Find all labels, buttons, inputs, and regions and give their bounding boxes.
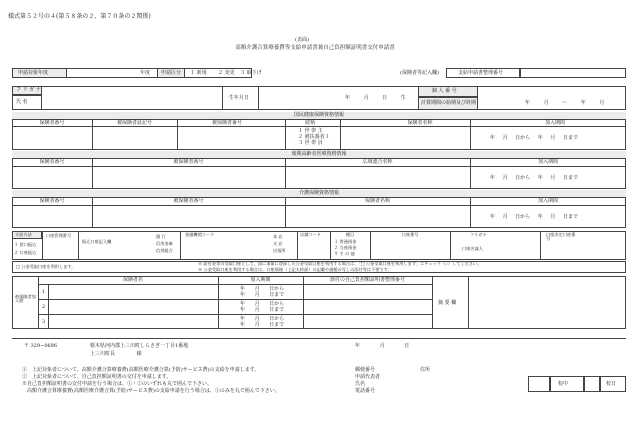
public-account-checkbox[interactable]: □ 公金受取口座を利用します。 <box>16 264 76 269</box>
payment-method-label: 支給方法 <box>15 232 32 237</box>
divider <box>12 205 626 206</box>
nhi-title: 国民健康保険資格情報 <box>293 112 344 118</box>
nhi-col-card-symbol: 被保険者証記号 <box>116 120 152 126</box>
period-label: 計算期間の始期及び終期 <box>421 100 477 106</box>
remarks-label: 摘 要 欄 <box>438 300 457 306</box>
divider <box>218 276 219 329</box>
category-new[interactable]: １ 新規 <box>190 70 207 76</box>
field-name: 氏名 <box>355 381 366 387</box>
bank-type-bank[interactable]: 銀 行 <box>156 234 166 239</box>
prev-acct-label: 口座決定口座番号 <box>546 232 576 242</box>
divider <box>78 231 79 260</box>
divider <box>470 158 471 189</box>
ltc-col-insured-no: 被保険者番号 <box>173 198 204 204</box>
ltc-col-insurer-name: 保険者名称 <box>364 198 390 204</box>
elderly-col-insurer-no: 保険者番号 <box>39 159 65 165</box>
divider <box>180 231 181 260</box>
field-postal: 郵便番号 <box>355 367 376 373</box>
nhi-relation-3[interactable]: ３ 世 帯 員 <box>298 140 323 146</box>
insured-period-to-3[interactable]: 年 月 日まで <box>240 322 285 328</box>
branch-type-sub[interactable]: 出張所 <box>273 248 286 253</box>
field-phone: 電話番号 <box>355 388 376 394</box>
divider <box>297 231 298 260</box>
category-withdraw[interactable]: ３ 取下げ <box>240 70 262 76</box>
ltc-title: 介護保険資格情報 <box>298 190 339 196</box>
fiscal-year-label: 申請対象年度 <box>18 70 49 76</box>
bank-type-kumiai[interactable]: 信用組合 <box>156 248 173 253</box>
insured-period-from-1[interactable]: 年 月 日から <box>240 286 285 292</box>
end-label: 校日 <box>606 381 617 387</box>
divider <box>303 276 304 329</box>
applicant-name-label: 氏 名 <box>16 99 28 105</box>
divider <box>38 299 432 300</box>
fin-code-label: 金融機関コード <box>185 232 215 237</box>
divider <box>92 197 93 228</box>
insured-col-cert-no: 該付の自己負担額証明書整理番号 <box>329 277 405 283</box>
bank-type-shinkin[interactable]: 信用金庫 <box>156 241 173 246</box>
divider <box>468 276 469 329</box>
insured-row-no-3: 3 <box>42 319 46 325</box>
receipt-number-label: 支給申請書整理番号 <box>458 70 504 76</box>
acct-no-label: 口座番号 <box>401 232 419 237</box>
public-account-note-2: ※ 公金受取口座を利用する場合は、口座情報（上記太枠部）の記載や通帳の写しの添付等は不要です。 <box>198 267 392 272</box>
declaration-note-1: ※自己負担額証明書の交付申請を行う場合は、①・②のいずれも丸で囲んで下さい。 <box>22 381 213 387</box>
birth-label: 生年月日 <box>229 95 250 101</box>
nhi-col-insurer-no: 保険者番号 <box>39 120 65 126</box>
branch-type-branch[interactable]: 支 店 <box>273 241 283 246</box>
divider <box>38 284 432 285</box>
elderly-title: 後期高齢者医療資格情報 <box>291 151 347 157</box>
insured-row-no-2: 2 <box>42 304 46 310</box>
insured-period-from-3[interactable]: 年 月 日から <box>240 316 285 322</box>
application-date[interactable]: 年 月 日 <box>355 343 410 349</box>
nhi-col-period: 加入期間 <box>544 120 565 126</box>
acct-kind-label: 種目 <box>345 232 355 237</box>
field-address: 住所 <box>420 367 431 373</box>
front-label: (表面) <box>295 37 309 43</box>
insured-col-period: 加入期間 <box>250 277 271 283</box>
divider <box>38 314 432 315</box>
divider <box>42 231 43 260</box>
divider <box>470 197 471 228</box>
insured-period-from-2[interactable]: 年 月 日から <box>240 301 285 307</box>
divider <box>540 231 541 260</box>
mayor-name: 上三川町長 様 <box>90 351 142 357</box>
branch-code-label: 店舗コード <box>300 232 321 237</box>
acct-kind-ordinary[interactable]: １ 普通預金 <box>334 239 357 244</box>
divider <box>340 119 341 150</box>
divider <box>285 119 286 150</box>
elderly-period-value[interactable]: 年 月 日から 年 月 日まで <box>490 175 578 181</box>
divider <box>222 86 223 110</box>
elderly-col-insured-no: 被保険者番号 <box>173 159 204 165</box>
receipt-number-value[interactable] <box>520 68 626 78</box>
postal-code: 〒 329−0696 <box>24 343 58 349</box>
divider <box>12 126 626 127</box>
divider <box>92 158 93 189</box>
method-transfer[interactable]: ２ 口座振込 <box>14 250 37 255</box>
elderly-col-union: 広域連合名称 <box>362 159 393 165</box>
divider <box>12 166 626 167</box>
insured-side-label: 被保険者加入歴 <box>15 294 36 304</box>
insured-row-no-1: 1 <box>42 289 46 295</box>
divider <box>177 119 178 150</box>
divider <box>48 284 49 329</box>
insured-period-to-1[interactable]: 年 月 日まで <box>240 292 285 298</box>
transfer-label: 振込口座記入欄 <box>82 239 112 244</box>
holder-label: 口座名義人 <box>462 246 483 251</box>
branch-type-main[interactable]: 本 店 <box>273 234 283 239</box>
nhi-period-value[interactable]: 年 月 日から 年 月 日まで <box>490 135 578 141</box>
divider <box>450 231 451 260</box>
check-box-1[interactable] <box>528 376 550 392</box>
personal-number-label: 個 人 番 号 <box>432 88 457 94</box>
ltc-col-insurer-no: 保険者番号 <box>39 198 65 204</box>
insured-col-insurer: 保険者名 <box>122 277 143 283</box>
ltc-col-period: 加入期間 <box>537 198 558 204</box>
acct-kind-other[interactable]: ９ そ の 他 <box>334 251 355 256</box>
divider <box>470 119 471 150</box>
nhi-col-insurer-name: 保険者名称 <box>407 120 433 126</box>
applicant-block <box>12 86 626 110</box>
acct-type-label: 口座管理番号 <box>46 233 72 238</box>
declaration-1: ① 上記対象者について、高額介護合算療養費(高額医療介護合算(予防)サービス費)の支給を申請します。 <box>22 367 260 373</box>
birth-format[interactable]: 年 月 日 生 <box>345 95 406 101</box>
page-title: 高額介護合算療養費等支給申請書兼自己負担額証明書交付申請書 <box>235 45 395 51</box>
period-format[interactable]: 年 月 ～ 年 月 <box>525 100 605 106</box>
mayor-address: 栃木県河内郡上三川町しらさぎ一丁目1番地 <box>90 343 189 349</box>
insured-period-to-2[interactable]: 年 月 日まで <box>240 307 285 313</box>
form-number: 様式第５２号の４(第５８条の２、第７０条の２関係) <box>8 13 151 20</box>
nhi-relation-1[interactable]: １ 世 帯 主 <box>298 128 323 134</box>
applicant-furigana-label: フ リ ガ ナ <box>16 87 41 93</box>
check-label: 校中 <box>558 381 569 387</box>
ltc-period-value[interactable]: 年 月 日から 年 月 日まで <box>490 214 578 220</box>
declaration-note-2: 高額介護合算療養費(高額医療介護合算(予防)サービス費)の支給申請を行う場合は、①のみを丸で囲んで下さい。 <box>22 388 280 394</box>
nhi-relation-2[interactable]: ２ 被扶養者１ <box>298 134 330 140</box>
method-window[interactable]: １ 窓口振込 <box>14 242 37 247</box>
nhi-col-relation: 続柄 <box>304 120 315 126</box>
divider <box>258 86 259 110</box>
public-account-note-1: ※ 給付金等の受取口座として、国に事前に登録した公金受取口座を利用する場合は、「□ 公金受取口座を利用します」にチェック（✓）してください。 <box>198 261 482 266</box>
fiscal-year-suffix: 年度 <box>140 70 151 76</box>
elderly-col-period: 加入期間 <box>537 159 558 165</box>
field-representative: 申請代表者 <box>355 374 381 380</box>
nhi-col-insured-no: 被保険者番号 <box>211 120 242 126</box>
divider <box>285 197 286 228</box>
category-label: 申請区分 <box>161 70 182 76</box>
check-box-3[interactable] <box>584 376 600 392</box>
declaration-2: ② 上記対象者について、自己負担額証明書の交付を申請します。 <box>22 374 172 380</box>
acct-kind-current[interactable]: ２ 当座預金 <box>334 245 357 250</box>
divider <box>432 276 433 329</box>
insurer-label: (保険者等記入欄) <box>400 70 439 76</box>
divider <box>285 158 286 189</box>
divider <box>92 119 93 150</box>
category-change[interactable]: ２ 変更 <box>218 70 235 76</box>
holder-furigana-label: フリガナ <box>470 232 487 237</box>
